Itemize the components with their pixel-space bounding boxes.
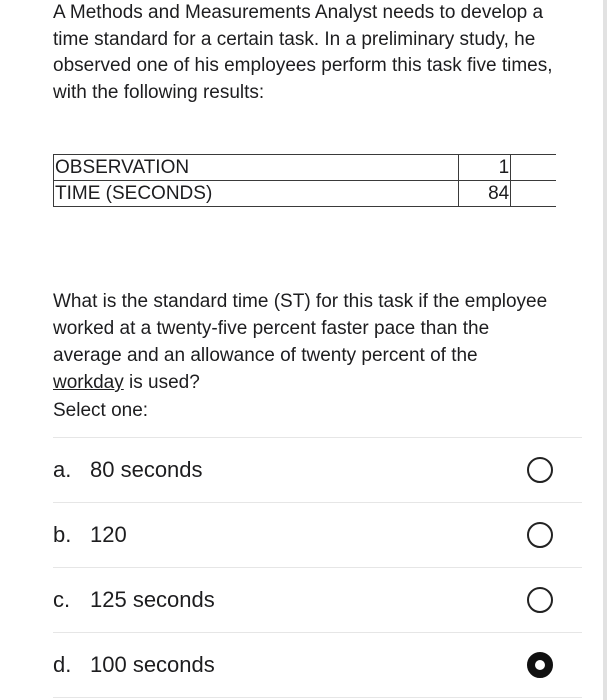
- observation-table: [53, 154, 556, 207]
- question-text-after: is used?: [123, 372, 200, 393]
- empty-cell: [511, 155, 556, 181]
- option-d[interactable]: [53, 633, 582, 698]
- row-header: TIME (SECONDS): [54, 181, 459, 207]
- option-letter: c.: [53, 587, 71, 612]
- page-edge-divider: [603, 0, 607, 700]
- underlined-term: workday: [53, 372, 124, 393]
- radio-button-c[interactable]: [527, 587, 553, 613]
- radio-button-b[interactable]: [527, 522, 553, 548]
- option-letter: b.: [53, 522, 72, 547]
- select-one-label: Select one:: [53, 400, 149, 421]
- question-text: [53, 288, 553, 396]
- option-text: 100 seconds: [90, 652, 215, 677]
- option-letter: d.: [53, 652, 72, 677]
- option-text: 80 seconds: [90, 457, 203, 482]
- answer-options: [53, 437, 582, 698]
- radio-button-a[interactable]: [527, 457, 553, 483]
- option-b[interactable]: [53, 503, 582, 568]
- question-intro: A Methods and Measurements Analyst needs to develop a time standard for a certain task. In a preliminary study, he observed one of his employees perform this task five times, with the following results:: [53, 2, 553, 103]
- option-letter: a.: [53, 457, 72, 482]
- table-row: [54, 155, 557, 181]
- option-c[interactable]: [53, 568, 582, 633]
- radio-button-d[interactable]: [527, 652, 553, 678]
- empty-cell: [511, 181, 556, 207]
- question-text-before: What is the standard time (ST) for this task if the employee worked at a twenty-five percent faster pace than the average and an allowance of twenty percent of the: [53, 291, 548, 366]
- table-row: [54, 181, 557, 207]
- table-cell: 1: [459, 155, 511, 181]
- option-text: 120: [90, 522, 127, 547]
- option-text: 125 seconds: [90, 587, 215, 612]
- option-a[interactable]: [53, 438, 582, 503]
- row-header: OBSERVATION: [54, 155, 459, 181]
- table-cell: 84: [459, 181, 511, 207]
